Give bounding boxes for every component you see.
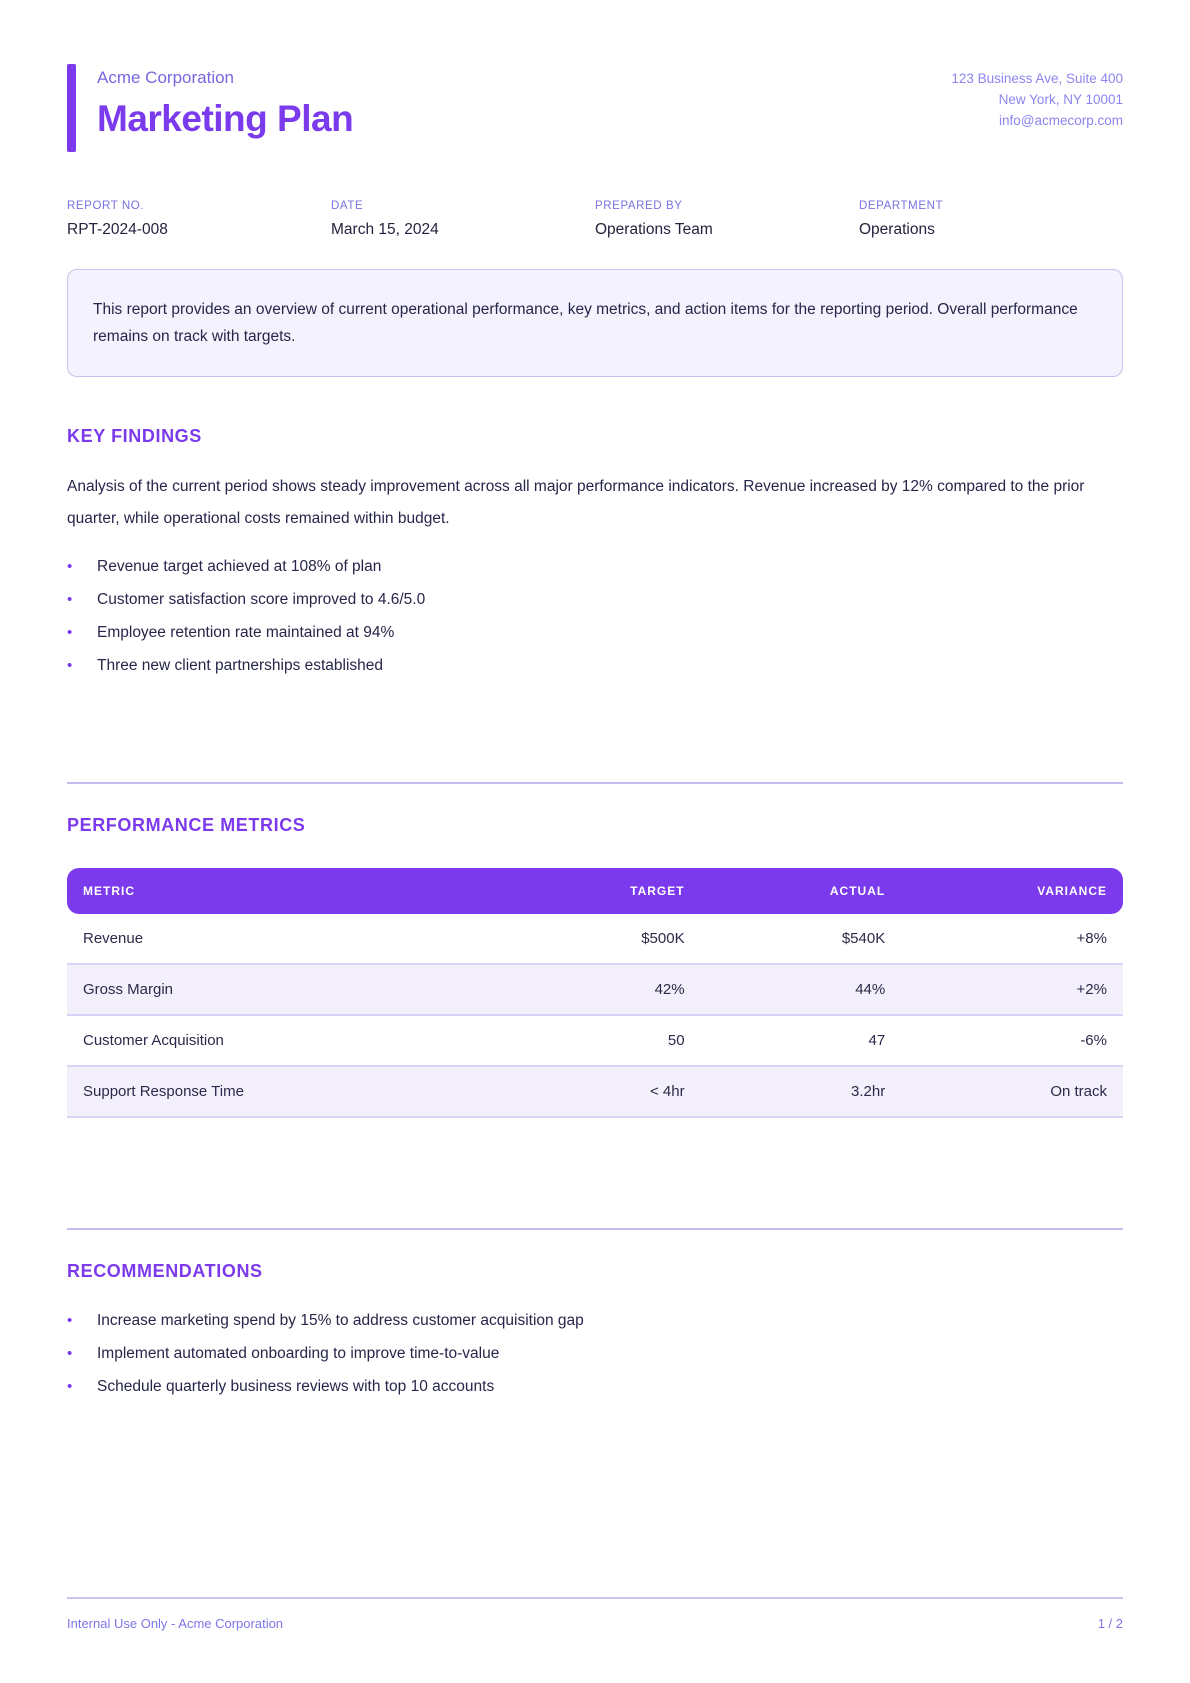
table-row: [67, 1066, 1123, 1117]
cell-variance: On track: [1050, 1083, 1107, 1100]
cell-actual: 3.2hr: [851, 1083, 886, 1100]
address-email: info@acmecorp.com: [999, 113, 1123, 128]
list-item-text: Employee retention rate maintained at 94%: [97, 623, 395, 641]
list-item: [67, 1337, 1123, 1370]
list-item-text: Revenue target achieved at 108% of plan: [97, 557, 382, 575]
meta-row: [67, 200, 1123, 239]
column-header-target: TARGET: [630, 884, 685, 898]
bullet-icon: •: [67, 1344, 73, 1362]
page-title: Marketing Plan: [97, 98, 354, 139]
meta-label: DEPARTMENT: [859, 200, 944, 212]
bullet-icon: •: [67, 557, 73, 575]
address-line-1: 123 Business Ave, Suite 400: [951, 71, 1123, 86]
meta-label: PREPARED BY: [595, 200, 683, 212]
section-performance-metrics: [67, 815, 1123, 1118]
cell-metric: Gross Margin: [83, 981, 174, 998]
meta-field-date: [331, 200, 595, 239]
cell-metric: Revenue: [83, 930, 144, 947]
bullet-icon: •: [67, 656, 73, 674]
table-row: [67, 964, 1123, 1015]
cell-target: < 4hr: [649, 1083, 685, 1100]
meta-value: March 15, 2024: [331, 221, 439, 238]
cell-metric: Support Response Time: [83, 1083, 244, 1100]
cell-actual: $540K: [841, 930, 886, 947]
section-recommendations: [67, 1261, 1123, 1403]
cell-actual: 47: [868, 1032, 886, 1049]
cell-variance: +8%: [1076, 930, 1107, 947]
meta-value: Operations: [859, 221, 935, 238]
list-item: [67, 616, 1123, 649]
column-header-metric: METRIC: [83, 884, 135, 898]
cell-actual: 44%: [855, 981, 886, 998]
list-item: [67, 1370, 1123, 1403]
recommendations-heading: RECOMMENDATIONS: [67, 1261, 263, 1281]
address-line-2: New York, NY 10001: [998, 92, 1123, 107]
footer-confidentiality: Internal Use Only - Acme Corporation: [67, 1616, 284, 1631]
key-findings-list: [67, 550, 1123, 682]
section-divider: [67, 782, 1123, 784]
cell-target: 42%: [654, 981, 685, 998]
table-header-row: [67, 868, 1123, 914]
list-item-text: Three new client partnerships established: [97, 656, 384, 674]
meta-field-department: [859, 200, 1123, 239]
meta-field-prepared-by: [595, 200, 859, 239]
list-item: [67, 583, 1123, 616]
bullet-icon: •: [67, 590, 73, 608]
accent-bar: [67, 64, 76, 152]
meta-field-report-no: [67, 200, 331, 239]
bullet-icon: •: [67, 1377, 73, 1395]
cell-target: 50: [667, 1032, 685, 1049]
column-header-actual: ACTUAL: [829, 884, 886, 898]
section-key-findings: [67, 426, 1123, 682]
table-row: [67, 1015, 1123, 1066]
meta-value: RPT-2024-008: [67, 221, 168, 238]
cell-target: $500K: [641, 930, 685, 947]
meta-value: Operations Team: [595, 221, 713, 238]
list-item: [67, 550, 1123, 583]
list-item-text: Increase marketing spend by 15% to address customer acquisition gap: [97, 1311, 584, 1329]
company-name: Acme Corporation: [97, 68, 235, 87]
bullet-icon: •: [67, 623, 73, 641]
column-header-variance: VARIANCE: [1037, 884, 1107, 898]
key-findings-heading: KEY FINDINGS: [67, 426, 202, 446]
key-findings-paragraph: Analysis of the current period shows steady improvement across all major performance indicators. Revenue increased by 12% compared to the prior quarter, while operational costs remained within budget.: [67, 478, 1085, 527]
cell-variance: +2%: [1076, 981, 1107, 998]
list-item-text: Customer satisfaction score improved to 4.6/5.0: [97, 590, 426, 608]
list-item-text: Schedule quarterly business reviews with top 10 accounts: [97, 1377, 495, 1395]
table-row: [67, 914, 1123, 964]
list-item-text: Implement automated onboarding to improve time-to-value: [97, 1344, 500, 1362]
meta-label: REPORT NO.: [67, 200, 145, 212]
summary-callout: This report provides an overview of current operational performance, key metrics, and action items for the reporting period. Overall performance remains on track with targets.: [67, 269, 1123, 377]
meta-label: DATE: [331, 200, 364, 212]
recommendations-list: [67, 1304, 1123, 1403]
performance-metrics-heading: PERFORMANCE METRICS: [67, 815, 306, 835]
section-divider: [67, 1228, 1123, 1230]
list-item: [67, 1304, 1123, 1337]
list-item: [67, 649, 1123, 682]
page-number: 1 / 2: [1097, 1616, 1123, 1631]
bullet-icon: •: [67, 1311, 73, 1329]
report-header: [67, 64, 1123, 152]
company-address: [951, 64, 1123, 131]
page-footer: [67, 1597, 1123, 1631]
metrics-table: [67, 868, 1123, 1118]
cell-metric: Customer Acquisition: [83, 1032, 224, 1049]
cell-variance: -6%: [1080, 1032, 1107, 1049]
